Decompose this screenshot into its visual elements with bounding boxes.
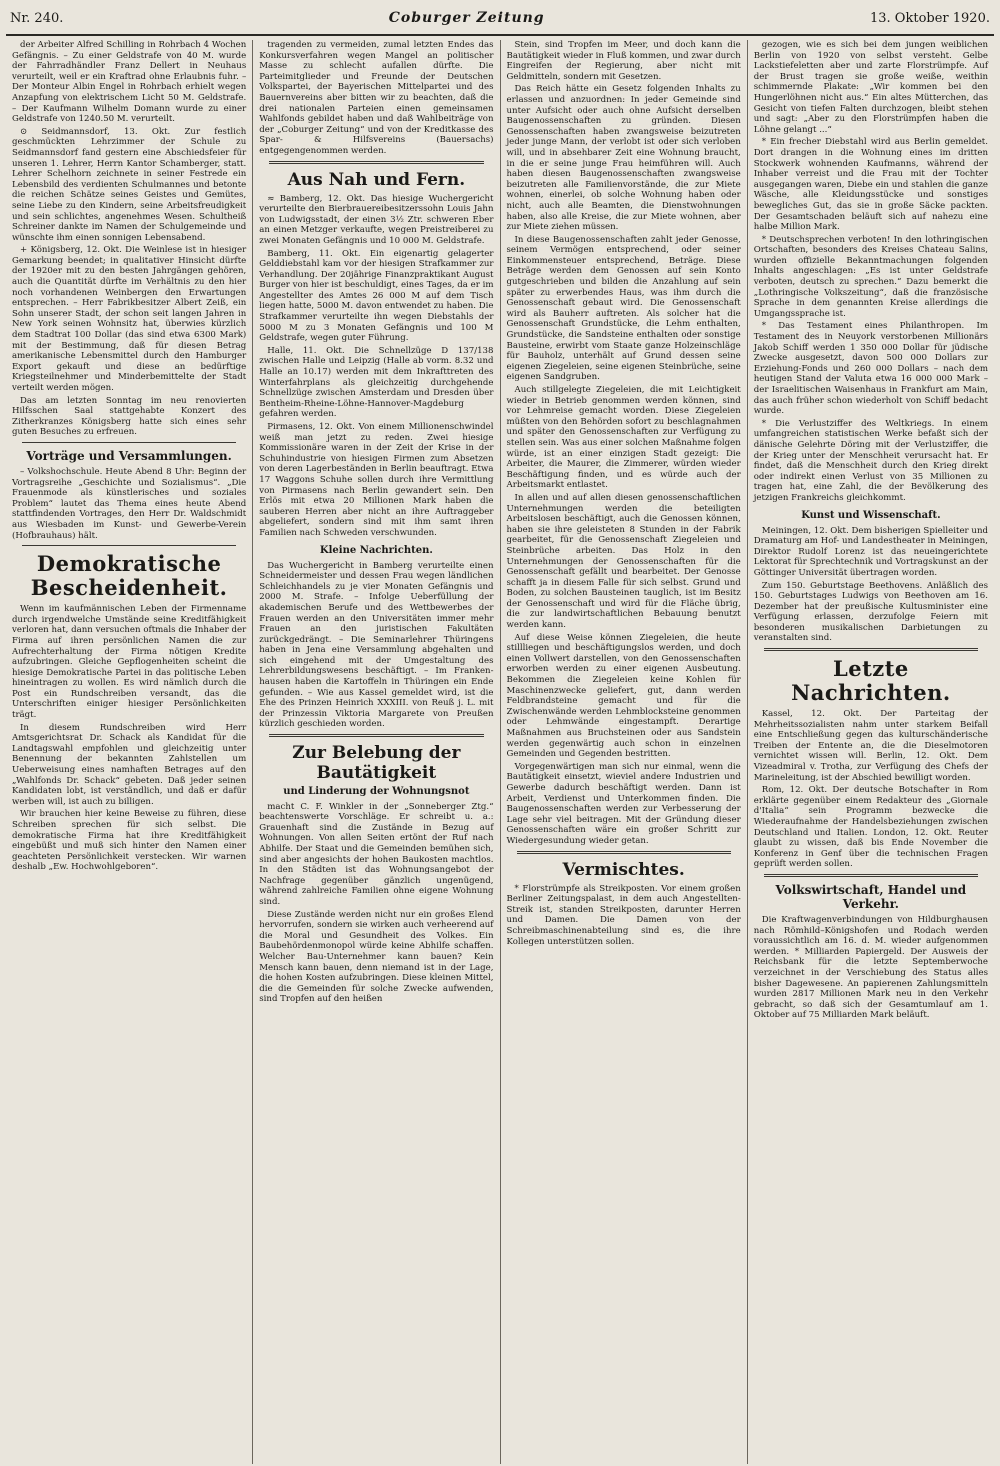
paragraph: tragenden zu vermeiden, zumal letzten Endes das Konkursverfahren wegen Mangel an politischer Masse zu schlecht aufallen dürfte. Die Parteimitglieder und Freunde der Deutschen Volkspartei, der Bayerischen Mittelpartei und des Bauernvereins aber bitten wir zu beachten, daß die drei nationalen Parteien einen gemeinsamen Wahlfonds gebildet haben und daß Wahlbeiträge von der „Coburger Zeitung“ und von der Kreditkasse des Spar- & Hilfsvereins (Bauersachs) entgegengenommen werden. [259, 40, 494, 156]
paragraph: + Königsberg, 12. Okt. Die Weinlese ist in hiesiger Gemarkung beendet; in qualitativer Hinsicht dürfte der 1920er mit zu den besten Jahrgängen gehören, auch die Quantität dürfte im Verhältnis zu den hier noch vorhandenen Weinbergen den Erwartungen entsprechen. – Herr Fabrikbesitzer Albert Zeiß, ein Sohn unserer Stadt, der schon seit langen Jahren in New York seinen Wohnsitz hat, überwies kürzlich dem Stadtrat 100 Dollar (das sind etwa 6300 Mark) mit der Bestimmung, daß für diesen Betrag amerikanische Lebensmittel durch den Hamburger Export gekauft und diese an bedürftige Kriegsteilnehmer und Minderbemittelte der Stadt verteilt werden mögen. [12, 245, 247, 393]
paragraph: Vorgegenwärtigen man sich nur einmal, wenn die Bautätigkeit einsetzt, wieviel andere Industrien und Gewerbe dadurch beschäftigt werden. Dann ist Arbeit, Verdienst und Unterkommen finden. Die Baugenossenschaften werden zur Verbesserung der Lage sehr viel beitragen. Mit der Gründung dieser Genossenschaften wäre ein großer Schritt zur Wiedergesundung wieder getan. [506, 761, 741, 846]
issue-number: Nr. 240. [10, 11, 64, 26]
paragraph: * Florstrümpfe als Streikposten. Vor einem großen Berliner Zeitungspalast, in dem auch Angestellten-Streik ist, standen Streikposten, darunter Herren und Damen. Die Damen von der Schreibmaschinenabteilung sind es, die ihre Kollegen unterstützen sollen. [506, 883, 741, 947]
paragraph: In diesem Rundschreiben wird Herr Amtsgerichtsrat Dr. Schack als Kandidat für die Landtagswahl empfohlen und gleichzeitig unter Benennung der bekannten Zahlstellen um Ueberweisung eines namhaften Betrages auf den „Wahlfonds Dr. Schack“ gebeten. Daß jeder seinen Kandidaten lobt, ist verständlich, und daß er dafür werben will, ist auch zu billigen. [12, 722, 247, 807]
section-heading: Volkswirtschaft, Handel und Verkehr. [775, 882, 967, 911]
paragraph: Rom, 12. Okt. Der deutsche Botschafter in Rom erklärte gegenüber einem Redakteur des „Giornale d'Italia“ sein Programm bezwecke die Wiederaufnahme der Handelsbeziehungen zwischen Deutschland und Italien. London, 12. Okt. Reuter glaubt zu wissen, daß bis Ende November die Konferenz in Genf über die technischen Fragen geprüft werden sollen. [753, 785, 988, 870]
paragraph: * Die Verlustziffer des Weltkriegs. In einem umfangreichen statistischen Werke befaßt sich der dänische Gelehrte Döring mit der Verlustziffer, die der Krieg unter der Menschheit verursacht hat. Er findet, daß die Menschheit durch den Krieg direkt oder indirekt einen Verlust von 35 Millionen zu tragen hat, eine Zahl, die der Bevölkerung des jetzigen Frankreichs gleichkommt. [753, 418, 988, 503]
divider [269, 161, 483, 164]
columns [6, 40, 994, 1464]
paragraph: Kassel, 12. Okt. Der Parteitag der Mehrheitssozialisten nahm unter starkem Beifall eine Entschließung gegen das kulturschänderische Treiben der Entente an, die die Dieselmotoren vernichtet wissen will. Berlin, 12. Okt. Dem Vizeadmiral v. Trotha, zur Verfügung des Chefs der Marineleitung, ist der Abschied bewilligt worden. [753, 709, 988, 783]
divider [22, 545, 236, 546]
paragraph: In allen und auf allen diesen genossenschaftlichen Unternehmungen werden die beteiligten Arbeitslosen beschäftigt, auch die Genossen können, haben sie ihre geleisteten 8 Stunden in der Fabrik gearbeitet, für die Genossenschaft Ziegeleien und Steinbrüche arbeiten. Das Holz in den Unternehmungen der Genossenschaften für die Genossenschaft gefällt und bearbeitet. Der Genosse schafft ja in diesem Falle für sich selbst. Grund und Boden, zu solchen Bausteinen tauglich, ist im Besitz der Genossenschaft und wird für die Fläche übrig, die zur landwirtschaftlichen Bebauung benutzt werden kann. [506, 492, 741, 631]
section-heading: Kunst und Wissenschaft. [801, 509, 941, 521]
paragraph: – Volkshochschule. Heute Abend 8 Uhr: Beginn der Vortragsreihe „Geschichte und Sozialismus“. „Die Frauenmode als künstlerisches und soziales Problem“ lautet das Thema eines heute Abend stattfindenden Vortrages, den Herr Dr. Waldschmidt aus Wiesbaden im Kunst- und Gewerbe-Verein (Hofbrauhaus) hält. [12, 466, 247, 541]
paragraph: * Deutschsprechen verboten! In den lothringischen Ortschaften, besonders des Kreises Chateau Salins, wurden offizielle Bekanntmachungen folgenden Inhalts angeschlagen: „Es ist unter Geldstrafe verboten, deutsch zu sprechen.“ Dazu bemerkt die „Lothringische Volkszeitung“, daß die französische Sprache in dem genannten Kreise allerdings die Umgangssprache ist. [753, 234, 988, 319]
section-heading: Aus Nah und Fern. [287, 169, 466, 190]
divider [22, 442, 236, 443]
section-heading: Vermischtes. [562, 859, 685, 880]
article-subheadline: und Linderung der Wohnungsnot [283, 786, 470, 798]
issue-date: 13. Oktober 1920. [870, 11, 990, 26]
column-4 [748, 40, 994, 1464]
paragraph: * Das Testament eines Philanthropen. Im Testament des in Neuyork verstorbenen Millionärs Jakob Schiff werden 1 350 000 Dollar für jüdische Zwecke ausgesetzt, davon 500 000 Dollars zur Erziehung-Fonds und 260 000 Dollars – nach dem heutigen Stand der Valuta etwa 16 000 000 Mark – der Israelitischen Waisenhaus in Frankfurt am Main, das auch früher schon wiederholt von Schiff bedacht wurde. [753, 321, 988, 417]
paragraph: Wir brauchen hier keine Beweise zu führen, diese Schreiben sprechen für sich selbst. Die demokratische Firma hat ihre Kreditfähigkeit eingebüßt und muß sich hinter den Namen einer geachteten Persönlichkeit verstecken. Wir warnen deshalb „Ew. Hochwohlgeboren“. [12, 809, 247, 873]
column-3 [501, 40, 748, 1464]
paragraph: * Ein frecher Diebstahl wird aus Berlin gemeldet. Dort drangen in die Wohnung eines im dritten Stockwerk wohnenden Kaufmanns, während der Inhaber verreist und die Frau mit der Tochter ausgegangen waren, Diebe ein und stahlen die ganze Wäsche, alle Kleidungsstücke und sonstiges bewegliches Gut, das sie in große Säcke packten. Der Gesamtschaden beläuft sich auf nahezu eine halbe Million Mark. [753, 137, 988, 233]
paragraph: Wenn im kaufmännischen Leben der Firmenname durch irgendwelche Umstände seine Kreditfähigkeit verloren hat, dann versuchen oftmals die Inhaber der Firma auf ihren persönlichen Namen die zur Aufrechterhaltung der Firma nötigen Kredite aufzubringen. Gleiche Gepflogenheiten scheint die hiesige Demokratische Partei in das politische Leben hineintragen zu wollen. Es wird nämlich durch die Post ein Rundschreiben versandt, das die Unterschriften einiger hiesiger Persönlichkeiten trägt. [12, 604, 247, 721]
divider [269, 734, 483, 737]
paragraph: macht C. F. Winkler in der „Sonneberger Ztg.“ beachtenswerte Vorschläge. Er schreibt u. a.: Grauenhaft sind die Zustände in Bezug auf Wohnungen. Von allen Seiten ertönt der Ruf nach Abhilfe. Der Staat und die Gemeinden bemühen sich, sind aber angesichts der hohen Baukosten machtlos. In den Städten ist das Wohnungsangebot der Nachfrage gegenüber gänzlich ungenügend, während zahlreiche Familien ohne eigene Wohnung sind. [259, 801, 494, 907]
section-heading: Vorträge und Versammlungen. [26, 448, 232, 463]
column-2 [253, 40, 500, 1464]
paragraph: Auf diese Weise können Ziegeleien, die heute stillliegen und beschäftigungslos werden, und doch einen Vollwert darstellen, von den Genossenschaften erworben werden zu einer eigenen Ausbeutung. Bekommen die Ziegeleien keine Kohlen für Maschinenzwecke geliefert, gut, dann werden Feldbrandsteine gemacht und für die Zwischenwände werden Lehmblocksteine genommen oder Lehmwände eingestampft. Derartige Maßnahmen aus Bruchsteinen oder aus Sandstein werden gegenwärtig auch schon in einzelnen Gemeinden und Gegenden bestritten. [506, 632, 741, 760]
paragraph: ≈ Bamberg, 12. Okt. Das hiesige Wuchergericht verurteilte den Bierbrauereibesitzerssohn Louis Jahn von Ludwigsstadt, der einen 3½ Ztr. schweren Eber an einen Metzger verkaufte, wegen Preistreiberei zu zwei Monaten Gefängnis und 10 000 M. Geldstrafe. [259, 193, 494, 246]
paragraph: Das Wuchergericht in Bamberg verurteilte einen Schneidermeister und dessen Frau wegen ländlichen Schleichhandels zu je vier Monaten Gefängnis und 2000 M. Strafe. – Infolge Ueberfüllung der akademischen Berufe und des Wettbewerbes der Frauen werden an den Universitäten immer mehr Frauen an den juristischen Fakultäten zurückgedrängt. – Die Seminarlehrer Thüringens haben in Jena eine Versammlung abgehalten und sich eingehend mit der Umgestaltung des Lehrerbildungswesens beschäftigt. – Im Franken-hausen haben die Kartoffeln in Thüringen ein Ende gefunden. – Wie aus Kassel gemeldet wird, ist die Ehe des Prinzen Heinrich XXXIII. von Reuß j. L. mit der Prinzessin Viktoria Margarete von Preußen kürzlich geschieden worden. [259, 560, 494, 730]
section-heading: Letzte Nachrichten. [791, 656, 951, 706]
paragraph: Bamberg, 11. Okt. Ein eigenartig gelagerter Gelddiebstahl kam vor der hiesigen Strafkammer zur Verhandlung. Der 20jährige Finanzpraktikant August Burger von hier ist beschuldigt, eines Tages, da er im Angestellter des Amtes 26 000 M auf dem Tisch liegen hatte, 5000 M. davon entwendet zu haben. Die Strafkammer verurteilte ihn wegen Diebstahls der 5000 M zu 3 Monaten Gefängnis und 100 M Geldstrafe, wegen guter Führung. [259, 248, 494, 344]
divider [764, 874, 978, 877]
article-headline: Zur Belebung der Bautätigkeit [292, 743, 461, 784]
paragraph: Das am letzten Sonntag im neu renovierten Hilfsschen Saal stattgehabte Konzert des Zitherkranzes Königsberg hatte sich eines sehr guten Besuches zu erfreuen. [12, 395, 247, 438]
paragraph: der Arbeiter Alfred Schilling in Rohrbach 4 Wochen Gefängnis. – Zu einer Geldstrafe von 40 M. wurde der Fahrradhändler Franz Dellert in Neuhaus verurteilt, weil er ein Kraftrad ohne Erlaubnis fuhr. – Der Monteur Albin Engel in Rohrbach erhielt wegen Anzapfung von elektrischem Licht 50 M. Geldstrafe. – Der Kaufmann Wilhelm Domann wurde zu einer Geldstrafe von 1240.50 M. verurteilt. [12, 40, 247, 125]
section-heading: Kleine Nachrichten. [319, 544, 433, 556]
divider [764, 648, 978, 651]
divider [517, 851, 731, 854]
paragraph: In diese Baugenossenschaften zahlt jeder Genosse, seinem Vermögen entsprechend, oder seiner Einkommensteuer entsprechend, Beträge. Diese Beträge werden dem Genossen auf sein Konto gutgeschrieben und bilden die Anzahlung auf sein später zu erwerbendes Haus, was ihm durch die Genossenschaft gebaut wird. Die Genossenschaft wird als Bauherr auftreten. Als solcher hat die Genossenschaft Grundstücke, die Lehm enthalten, Grundstücke, die Sandsteine enthalten oder sonstige Bausteine, erwirbt vom Staate ganze Holzeinschläge für Bauholz, unterhält auf Grund dessen seine eigenen Ziegeleien, seine eigenen Steinbrüche, seine eigenen Sandgruben. [506, 234, 741, 383]
paragraph: Auch stillgelegte Ziegeleien, die mit Leichtigkeit wieder in Betrieb genommen werden können, sind vor Lehmreise gemacht worden. Diese Ziegeleien müßten von den Behörden sofort zu beschlagnahmen und später den Genossenschaften zur Verfügung zu stellen sein. Was aus einer solchen Maßnahme folgen würde, ist an einer einzigen Stadt gezeigt: Die Arbeiter, die Maurer, die Zimmerer, würden wieder Beschäftigung finden, und es würde auch der Arbeitsmarkt entlastet. [506, 385, 741, 491]
newspaper-title: Coburger Zeitung [388, 10, 545, 26]
article-headline: Demokratische Bescheidenheit. [30, 551, 228, 601]
paragraph: Zum 150. Geburtstage Beethovens. Anläßlich des 150. Geburtstages Ludwigs von Beethoven am 16. Dezember hat der preußische Kultusminister eine Verfügung erlassen, derzufolge Feiern mit besonderen musikalischen Darbietungen zu veranstalten sind. [753, 580, 988, 644]
paragraph: Pirmasens, 12. Okt. Von einem Millionenschwindel weiß man jetzt zu reden. Zwei hiesige Kommissionäre waren in der Zeit der Krise in der Schuhindustrie von hiesigen Firmen zum Absetzen von deren Lagerbeständen in Berlin beauftragt. Etwa 17 Waggons Schuhe sollen durch ihre Vermittlung von Pirmasens nach Berlin gewandert sein. Den Erlös mit etwa 20 Millionen Mark haben die sauberen Herren aber nicht an ihre Auftraggeber abgeliefert, sondern sind mit ihm samt ihren Familien nach Schweden verschwunden. [259, 422, 494, 538]
column-1 [6, 40, 253, 1464]
paragraph: ⊙ Seidmannsdorf, 13. Okt. Zur festlich geschmückten Lehrzimmer der Schule zu Seidmannsdorf fand gestern eine Abschiedsfeier für unseren 1. Lehrer, Herrn Kantor Schamberger, statt. Lehrer Schelhorn zeichnete in seiner Festrede ein Lebensbild des verdienten Schulmannes und betonte die reichen Schätze seines Geistes und Gemütes, seine Liebe zu den Kindern, seine Arbeitsfreudigkeit und sein schlichtes, angenehmes Wesen. Schultheiß Schreiner dankte im Namen der Schulgemeinde und wünschte ihm einen sonnigen Lebensabend. [12, 126, 247, 243]
paragraph: Halle, 11. Okt. Die Schnellzüge D 137/138 zwischen Halle und Leipzig (Halle ab vorm. 8.32 und Halle an 10.17) werden mit dem Inkrafttreten des Winterfahrplans als gleichzeitig durchgehende Schnellzüge zwischen Amsterdam und Dresden über Bentheim-Rheine-Löhne-Hannover-Magdeburg gefahren werden. [259, 345, 494, 420]
paragraph: Meiningen, 12. Okt. Dem bisherigen Spielleiter und Dramaturg am Hof- und Landestheater in Meiningen, Direktor Rudolf Lorenz ist das neueingerichtete Lektorat für Sprechtechnik und Vortragskunst an der Göttinger Universität übertragen worden. [753, 525, 988, 578]
paragraph: Stein, sind Tropfen im Meer, und doch kann die Bautätigkeit wieder in Fluß kommen, und zwar durch Eingreifen der Regierung, aber nicht mit Geldmitteln, sondern mit Gesetzen. [506, 40, 741, 82]
paragraph: gezogen, wie es sich bei dem jungen weiblichen Berlin von 1920 von selbst versteht. Gelbe Lackstiefeletten aber und zarte Florstrümpfe. Auf der Brust tragen sie große weiße, weithin schimmernde Plakate: „Wir kommen bei den Hungerlöhnen nicht aus.“ Ein altes Mütterchen, das Gesicht von tiefen Falten durchzogen, bleibt stehen und sagt: „Aber zu den Florstrümpfen haben die Löhne gelangt ...“ [753, 40, 988, 135]
paragraph: Das Reich hätte ein Gesetz folgenden Inhalts zu erlassen und anzuordnen: In jeder Gemeinde sind unter Aufsicht oder auch ohne Aufsicht derselben Baugenossenschaften zu gründen. Diesen Genossenschaften haben zwangsweise beizutreten jeder junge Mann, der verlobt ist oder sich verloben will, und in absehbarer Zeit eine Wohnung braucht, in die er seine junge Frau heimführen will. Auch haben diesen Baugenossenschaften zwangsweise beizutreten alle Familienvorstände, die zur Miete wohnen, einerlei, ob solche Wohnung haben oder nicht, auch alle Beamten, die Dienstwohnungen haben, also alle Kreise, die zur Miete wohnen, aber zur Miete ziehen müssen. [506, 84, 741, 233]
masthead [6, 10, 994, 36]
paragraph: Die Kraftwagenverbindungen von Hildburghausen nach Römhild–Königshofen und Rodach werden voraussichtlich am 16. d. M. wieder aufgenommen werden. * Milliarden Papiergeld. Der Ausweis der Reichsbank für die letzte Septemberwoche verzeichnet in der Verschiebung des Status alles bisher Dagewesene. An papierenen Zahlungsmitteln wurden 2817 Millionen Mark neu in den Verkehr gebracht, so daß sich der Gesamtumlauf am 1. Oktober auf 75 Milliarden Mark beläuft. [753, 914, 988, 1021]
paragraph: Diese Zustände werden nicht nur ein großes Elend hervorrufen, sondern sie wirken auch verheerend auf die Moral und Gesundheit des Volkes. Ein Baubehördenmonopol würde keine Abhilfe schaffen. Welcher Bau-Unternehmer kann bauen? Kein Mensch kann bauen, denn niemand ist in der Lage, die hohen Kosten aufzubringen. Diese kleinen Mittel, die die Gemeinden für solche Zwecke aufwenden, sind Tropfen auf den heißen [259, 909, 494, 1005]
